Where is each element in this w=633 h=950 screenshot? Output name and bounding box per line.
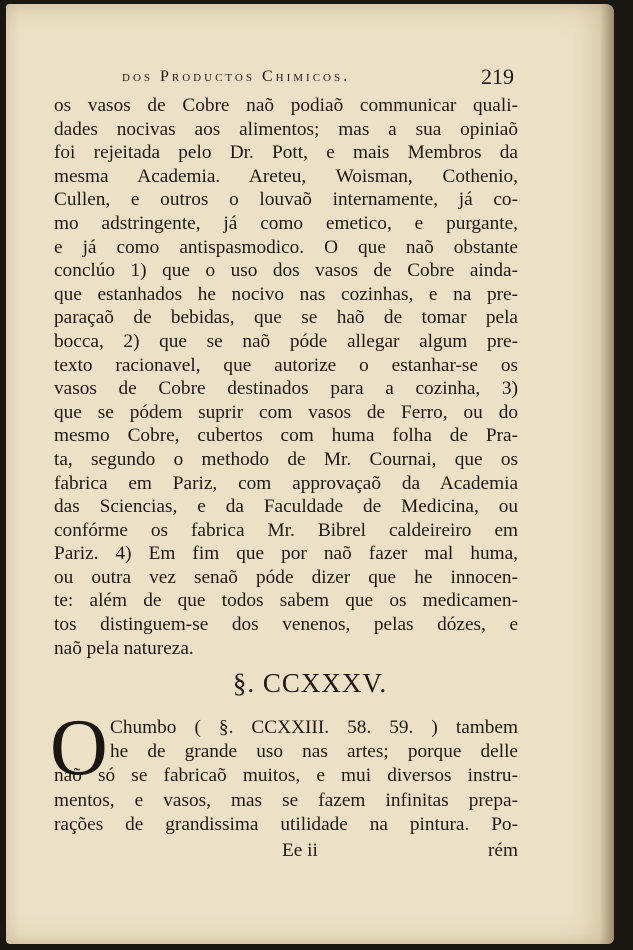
drop-cap: O <box>50 704 108 792</box>
text-line: Chumbo ( §. CCXXIII. 58. 59. ) tambem <box>110 717 518 738</box>
text-line: te: além de que todos sabem que os medicamen- <box>54 590 518 612</box>
text-line: dades nocivas aos alimentos; mas a sua opiniaõ <box>54 118 518 140</box>
text-line: mentos, e vasos, mas se fazem infinitas prepa- <box>54 789 518 811</box>
page-number: 219 <box>481 64 514 89</box>
text-line: paraçaõ de bebidas, que se haõ de tomar pela <box>54 307 518 329</box>
text-line: rações de grandissima utilidade na pintura. Po- <box>54 813 518 835</box>
page-header <box>56 62 518 90</box>
text-line: vasos de Cobre destinados para a cozinha, 3) <box>54 378 518 400</box>
text-line: Cullen, e outros o louvaõ internamente, já co- <box>54 189 518 211</box>
signature-mark: Ee ii <box>282 840 318 861</box>
page-edge-shadow <box>600 4 614 944</box>
text-line: mesmo Cobre, cubertos com huma folha de Pra- <box>54 425 518 447</box>
page-footer <box>54 836 518 864</box>
paragraph-1 <box>54 94 518 660</box>
text-line: e já como antispasmodico. O que naõ obstante <box>54 236 518 258</box>
text-line: naõ só se fabricaõ muitos, e mui diversos instru- <box>54 765 518 787</box>
text-line: das Sciencias, e da Faculdade de Medicina, ou <box>54 496 518 518</box>
text-line: mesma Academia. Areteu, Woisman, Cothenio, <box>54 165 518 187</box>
text-line: Pariz. 4) Em fim que por naõ fazer mal huma, <box>54 543 518 565</box>
catchword: rém <box>488 840 518 861</box>
book-page <box>6 4 614 944</box>
text-line: ta, segundo o methodo de Mr. Cournai, que os <box>54 448 518 470</box>
text-line: ou outra vez senaõ póde dizer que he innocen- <box>54 566 518 588</box>
running-head: dos Productos Chimicos. <box>122 68 351 85</box>
text-line: conclúo 1) que o uso dos vasos de Cobre ainda- <box>54 260 518 282</box>
text-line: que se pódem suprir com vasos de Ferro, ou do <box>54 401 518 423</box>
text-line: texto racionavel, que autorize o estanhar-se os <box>54 354 518 376</box>
text-line: tos distinguem-se dos venenos, pelas dózes, e <box>54 614 518 636</box>
text-line: mo adstringente, já como emetico, e purgante, <box>54 212 518 234</box>
text-line: fabrica em Pariz, com approvaçaõ da Academia <box>54 472 518 494</box>
section-heading: §. CCXXXV. <box>232 668 388 698</box>
text-line: que estanhados he nocivo nas cozinhas, e na pre- <box>54 283 518 305</box>
text-line: he de grande uso nas artes; porque delle <box>110 741 518 763</box>
text-line: foi rejeitada pelo Dr. Pott, e mais Membros da <box>54 142 518 164</box>
text-line: os vasos de Cobre naõ podiaõ communicar quali- <box>54 95 518 116</box>
text-line: confórme os fabrica Mr. Bibrel caldeireiro em <box>54 519 518 541</box>
text-line: naõ pela natureza. <box>54 637 194 659</box>
paragraph-2 <box>54 716 518 837</box>
text-line: bocca, 2) que se naõ póde allegar algum pre- <box>54 330 518 352</box>
